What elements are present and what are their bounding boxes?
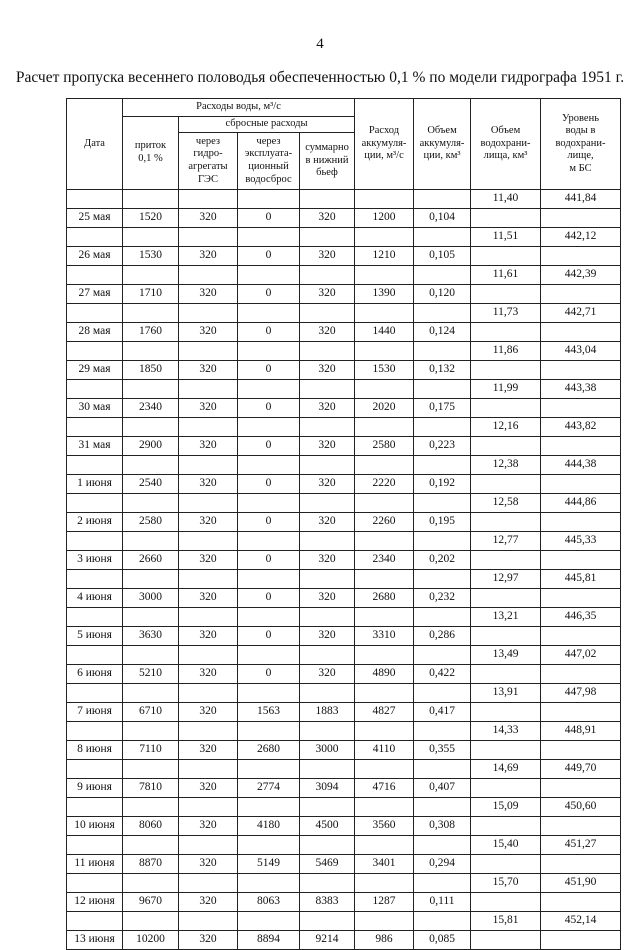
- cell-accumulation-volume: 0,202: [414, 551, 471, 570]
- cell-inflow: 3000: [123, 589, 179, 608]
- cell-spillway: 8063: [238, 893, 300, 912]
- cell-total: 320: [300, 551, 355, 570]
- cell-spillway: 5149: [238, 855, 300, 874]
- cell-spillway: 0: [238, 551, 300, 570]
- table-row: [67, 437, 621, 456]
- cell-spillway: 0: [238, 665, 300, 684]
- cell-inflow: 1710: [123, 285, 179, 304]
- cell-spillway: 0: [238, 475, 300, 494]
- table-row: [67, 741, 621, 760]
- initial-volume: 11,40: [471, 190, 541, 209]
- cell-inflow: 5210: [123, 665, 179, 684]
- cell-water-level: 443,82: [541, 418, 621, 437]
- document-title: Расчет пропуска весеннего половодья обеспеченностью 0,1 % по модели гидрографа 1951 г.: [15, 69, 625, 86]
- cell-water-level: 443,38: [541, 380, 621, 399]
- table-row: [67, 589, 621, 608]
- table-row: [67, 665, 621, 684]
- cell-inflow: 7810: [123, 779, 179, 798]
- cell-water-level: 448,91: [541, 722, 621, 741]
- cell-turbines: 320: [179, 741, 238, 760]
- cell-inflow: 2660: [123, 551, 179, 570]
- header-water-level: Уровень воды в водохрани- лище, м БС: [541, 99, 621, 190]
- cell-accumulation-flow: 2680: [355, 589, 414, 608]
- cell-accumulation-flow: 2020: [355, 399, 414, 418]
- cell-turbines: 320: [179, 475, 238, 494]
- cell-total: 320: [300, 209, 355, 228]
- cell-accumulation-volume: 0,422: [414, 665, 471, 684]
- cell-water-level: 444,86: [541, 494, 621, 513]
- cell-accumulation-volume: 0,407: [414, 779, 471, 798]
- cell-reservoir-volume: 11,73: [471, 304, 541, 323]
- cell-accumulation-volume: 0,232: [414, 589, 471, 608]
- cell-spillway: 4180: [238, 817, 300, 836]
- cell-inflow: 2340: [123, 399, 179, 418]
- cell-reservoir-volume: 12,58: [471, 494, 541, 513]
- cell-accumulation-volume: 0,105: [414, 247, 471, 266]
- cell-reservoir-volume: 11,51: [471, 228, 541, 247]
- cell-inflow: 1520: [123, 209, 179, 228]
- cell-turbines: 320: [179, 551, 238, 570]
- cell-spillway: 0: [238, 437, 300, 456]
- cell-spillway: 0: [238, 589, 300, 608]
- cell-spillway: 0: [238, 209, 300, 228]
- cell-total: 9214: [300, 931, 355, 950]
- header-discharge: сбросные расходы: [179, 117, 355, 133]
- flood-calculation-table: [66, 98, 621, 950]
- cell-water-level: 442,39: [541, 266, 621, 285]
- table-row: [67, 893, 621, 912]
- cell-reservoir-volume: 12,38: [471, 456, 541, 475]
- cell-accumulation-volume: 0,417: [414, 703, 471, 722]
- table-row-result: [67, 342, 621, 361]
- cell-water-level: 451,27: [541, 836, 621, 855]
- cell-accumulation-flow: 986: [355, 931, 414, 950]
- cell-turbines: 320: [179, 931, 238, 950]
- table-row-result: [67, 608, 621, 627]
- cell-total: 3000: [300, 741, 355, 760]
- cell-accumulation-flow: 2340: [355, 551, 414, 570]
- cell-total: 320: [300, 247, 355, 266]
- cell-accumulation-flow: 3560: [355, 817, 414, 836]
- cell-date: 27 мая: [67, 285, 123, 304]
- table-row-result: [67, 456, 621, 475]
- cell-date: 7 июня: [67, 703, 123, 722]
- cell-reservoir-volume: 14,69: [471, 760, 541, 779]
- cell-turbines: 320: [179, 209, 238, 228]
- cell-water-level: 446,35: [541, 608, 621, 627]
- cell-total: 320: [300, 627, 355, 646]
- cell-reservoir-volume: 13,49: [471, 646, 541, 665]
- cell-reservoir-volume: 15,81: [471, 912, 541, 931]
- cell-reservoir-volume: 14,33: [471, 722, 541, 741]
- cell-total: 320: [300, 589, 355, 608]
- table-row-result: [67, 684, 621, 703]
- table-row-result: [67, 380, 621, 399]
- header-via-spillway: через эксплуата- ционный водосброс: [238, 133, 300, 190]
- table-row-result: [67, 760, 621, 779]
- table-row-result: [67, 912, 621, 931]
- header-date: Дата: [67, 99, 123, 190]
- cell-inflow: 8060: [123, 817, 179, 836]
- table-row: [67, 513, 621, 532]
- header-total-downstream: суммарно в нижний бьеф: [300, 133, 355, 190]
- cell-turbines: 320: [179, 855, 238, 874]
- cell-spillway: 0: [238, 285, 300, 304]
- cell-accumulation-flow: 4827: [355, 703, 414, 722]
- cell-turbines: 320: [179, 285, 238, 304]
- cell-reservoir-volume: 15,70: [471, 874, 541, 893]
- header-accumulation-volume: Объем аккумуля- ции, км³: [414, 99, 471, 190]
- cell-water-level: 443,04: [541, 342, 621, 361]
- cell-total: 1883: [300, 703, 355, 722]
- cell-accumulation-volume: 0,104: [414, 209, 471, 228]
- cell-reservoir-volume: 15,40: [471, 836, 541, 855]
- cell-accumulation-volume: 0,120: [414, 285, 471, 304]
- cell-water-level: 445,33: [541, 532, 621, 551]
- cell-total: 320: [300, 475, 355, 494]
- cell-total: 3094: [300, 779, 355, 798]
- cell-date: 12 июня: [67, 893, 123, 912]
- cell-date: 3 июня: [67, 551, 123, 570]
- table-row: [67, 855, 621, 874]
- cell-total: 5469: [300, 855, 355, 874]
- cell-accumulation-volume: 0,085: [414, 931, 471, 950]
- cell-date: 25 мая: [67, 209, 123, 228]
- cell-reservoir-volume: 13,21: [471, 608, 541, 627]
- table-row: [67, 475, 621, 494]
- cell-date: 9 июня: [67, 779, 123, 798]
- table-row-result: [67, 304, 621, 323]
- cell-total: 4500: [300, 817, 355, 836]
- cell-date: 1 июня: [67, 475, 123, 494]
- header-inflow: приток 0,1 %: [123, 117, 179, 190]
- cell-accumulation-volume: 0,286: [414, 627, 471, 646]
- cell-water-level: 445,81: [541, 570, 621, 589]
- table-row: [67, 247, 621, 266]
- initial-level: 441,84: [541, 190, 621, 209]
- cell-date: 11 июня: [67, 855, 123, 874]
- header-via-turbines: через гидро- агрегаты ГЭС: [179, 133, 238, 190]
- cell-turbines: 320: [179, 627, 238, 646]
- cell-accumulation-flow: 2580: [355, 437, 414, 456]
- cell-accumulation-volume: 0,355: [414, 741, 471, 760]
- cell-accumulation-volume: 0,175: [414, 399, 471, 418]
- cell-turbines: 320: [179, 437, 238, 456]
- table-row-result: [67, 266, 621, 285]
- cell-total: 8383: [300, 893, 355, 912]
- cell-reservoir-volume: 11,86: [471, 342, 541, 361]
- cell-turbines: 320: [179, 817, 238, 836]
- cell-reservoir-volume: 12,97: [471, 570, 541, 589]
- cell-reservoir-volume: 12,77: [471, 532, 541, 551]
- cell-turbines: 320: [179, 323, 238, 342]
- table-row: [67, 703, 621, 722]
- cell-date: 4 июня: [67, 589, 123, 608]
- cell-accumulation-flow: 4110: [355, 741, 414, 760]
- table-row-result: [67, 836, 621, 855]
- table-row-result: [67, 646, 621, 665]
- cell-accumulation-flow: 4716: [355, 779, 414, 798]
- cell-total: 320: [300, 361, 355, 380]
- table-row-result: [67, 494, 621, 513]
- cell-accumulation-volume: 0,223: [414, 437, 471, 456]
- cell-turbines: 320: [179, 703, 238, 722]
- cell-accumulation-flow: 1200: [355, 209, 414, 228]
- cell-accumulation-volume: 0,124: [414, 323, 471, 342]
- cell-date: 10 июня: [67, 817, 123, 836]
- cell-water-level: 450,60: [541, 798, 621, 817]
- header-reservoir-volume: Объем водохрани- лища, км³: [471, 99, 541, 190]
- cell-total: 320: [300, 437, 355, 456]
- cell-accumulation-flow: 1440: [355, 323, 414, 342]
- cell-water-level: 447,02: [541, 646, 621, 665]
- table-row: [67, 627, 621, 646]
- cell-date: 31 мая: [67, 437, 123, 456]
- cell-water-level: 444,38: [541, 456, 621, 475]
- cell-accumulation-flow: 2220: [355, 475, 414, 494]
- cell-water-level: 449,70: [541, 760, 621, 779]
- cell-turbines: 320: [179, 779, 238, 798]
- cell-inflow: 1760: [123, 323, 179, 342]
- cell-turbines: 320: [179, 665, 238, 684]
- cell-total: 320: [300, 665, 355, 684]
- cell-water-level: 452,14: [541, 912, 621, 931]
- table-row-result: [67, 722, 621, 741]
- cell-accumulation-flow: 4890: [355, 665, 414, 684]
- cell-reservoir-volume: 11,61: [471, 266, 541, 285]
- cell-inflow: 2900: [123, 437, 179, 456]
- cell-accumulation-volume: 0,294: [414, 855, 471, 874]
- cell-water-level: 442,71: [541, 304, 621, 323]
- cell-inflow: 3630: [123, 627, 179, 646]
- cell-date: 8 июня: [67, 741, 123, 760]
- cell-date: 5 июня: [67, 627, 123, 646]
- cell-turbines: 320: [179, 893, 238, 912]
- cell-inflow: 2540: [123, 475, 179, 494]
- cell-turbines: 320: [179, 399, 238, 418]
- cell-accumulation-volume: 0,195: [414, 513, 471, 532]
- cell-spillway: 2774: [238, 779, 300, 798]
- cell-spillway: 0: [238, 627, 300, 646]
- table-row-result: [67, 798, 621, 817]
- cell-date: 29 мая: [67, 361, 123, 380]
- cell-reservoir-volume: 13,91: [471, 684, 541, 703]
- initial-state-row: [67, 190, 621, 209]
- cell-accumulation-flow: 1210: [355, 247, 414, 266]
- cell-turbines: 320: [179, 247, 238, 266]
- table-row: [67, 551, 621, 570]
- table-row: [67, 779, 621, 798]
- cell-date: 13 июня: [67, 931, 123, 950]
- cell-inflow: 6710: [123, 703, 179, 722]
- header-accumulation-flow: Расход аккумуля- ции, м³/с: [355, 99, 414, 190]
- cell-spillway: 0: [238, 399, 300, 418]
- table-body: [67, 190, 621, 950]
- cell-total: 320: [300, 513, 355, 532]
- table-row-result: [67, 874, 621, 893]
- cell-accumulation-volume: 0,192: [414, 475, 471, 494]
- cell-water-level: 451,90: [541, 874, 621, 893]
- table-row: [67, 399, 621, 418]
- cell-spillway: 8894: [238, 931, 300, 950]
- cell-spillway: 0: [238, 361, 300, 380]
- cell-inflow: 7110: [123, 741, 179, 760]
- cell-accumulation-volume: 0,111: [414, 893, 471, 912]
- table-row: [67, 323, 621, 342]
- cell-accumulation-flow: 3310: [355, 627, 414, 646]
- cell-date: 6 июня: [67, 665, 123, 684]
- cell-date: 2 июня: [67, 513, 123, 532]
- cell-total: 320: [300, 285, 355, 304]
- cell-inflow: 1850: [123, 361, 179, 380]
- cell-spillway: 1563: [238, 703, 300, 722]
- cell-turbines: 320: [179, 513, 238, 532]
- table-row: [67, 209, 621, 228]
- cell-water-level: 442,12: [541, 228, 621, 247]
- table-row-result: [67, 228, 621, 247]
- table-row-result: [67, 570, 621, 589]
- cell-spillway: 0: [238, 323, 300, 342]
- cell-accumulation-flow: 1530: [355, 361, 414, 380]
- table-row: [67, 361, 621, 380]
- table-row: [67, 817, 621, 836]
- cell-date: 26 мая: [67, 247, 123, 266]
- cell-accumulation-flow: 1287: [355, 893, 414, 912]
- cell-reservoir-volume: 15,09: [471, 798, 541, 817]
- cell-inflow: 1530: [123, 247, 179, 266]
- cell-reservoir-volume: 11,99: [471, 380, 541, 399]
- cell-turbines: 320: [179, 361, 238, 380]
- cell-inflow: 8870: [123, 855, 179, 874]
- cell-date: 30 мая: [67, 399, 123, 418]
- cell-accumulation-flow: 2260: [355, 513, 414, 532]
- table-header: [67, 99, 621, 190]
- page-number: 4: [316, 36, 324, 52]
- cell-inflow: 2580: [123, 513, 179, 532]
- table-row: [67, 931, 621, 950]
- cell-turbines: 320: [179, 589, 238, 608]
- cell-inflow: 10200: [123, 931, 179, 950]
- cell-reservoir-volume: 12,16: [471, 418, 541, 437]
- cell-accumulation-volume: 0,132: [414, 361, 471, 380]
- header-water-flows: Расходы воды, м³/с: [123, 99, 355, 117]
- cell-water-level: 447,98: [541, 684, 621, 703]
- cell-spillway: 0: [238, 247, 300, 266]
- cell-inflow: 9670: [123, 893, 179, 912]
- table-row: [67, 285, 621, 304]
- cell-spillway: 0: [238, 513, 300, 532]
- table-row-result: [67, 418, 621, 437]
- cell-accumulation-flow: 1390: [355, 285, 414, 304]
- cell-accumulation-flow: 3401: [355, 855, 414, 874]
- cell-accumulation-volume: 0,308: [414, 817, 471, 836]
- table-row-result: [67, 532, 621, 551]
- cell-total: 320: [300, 399, 355, 418]
- cell-date: 28 мая: [67, 323, 123, 342]
- cell-spillway: 2680: [238, 741, 300, 760]
- cell-total: 320: [300, 323, 355, 342]
